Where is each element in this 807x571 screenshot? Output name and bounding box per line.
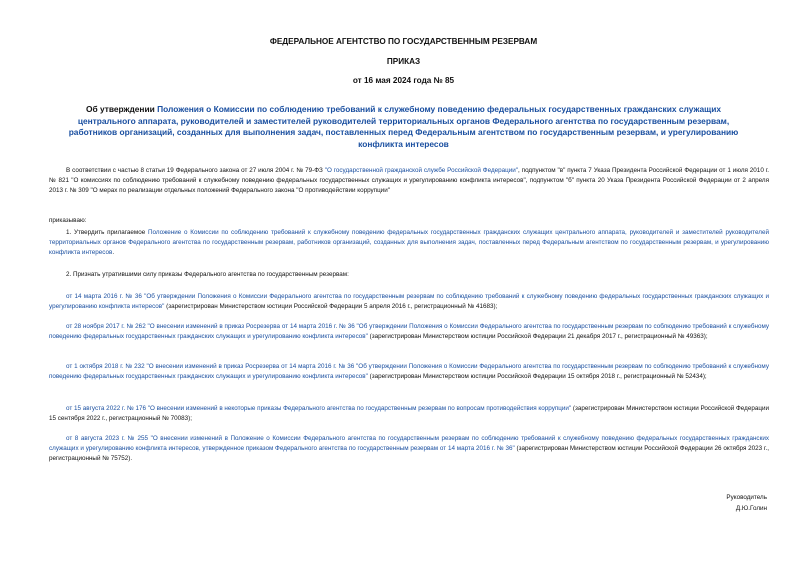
repealed-order-link[interactable]: от 15 августа 2022 г. № 176 "О внесении изменений в некоторые приказы Федерального агентства по государственным резервам по вопросам противодействия коррупции" [66,405,572,412]
item1-text-after: . [112,249,115,257]
repealed-order-item [49,404,769,424]
repealed-order-registration: (зарегистрирован Министерством юстиции Российской Федерации 26 октября 2023 г., регистрационный № 75752). [49,445,770,463]
repealed-order-registration: (зарегистрирован Министерством юстиции Российской Федерации 15 сентября 2022 г., регистрационный № 70083); [49,405,769,423]
repealed-order-link[interactable]: от 28 ноября 2017 г. № 262 "О внесении изменений в приказ Росрезерва от 14 марта 2016 г. № 36 "Об утверждении Положения о Комиссии Федерального агентства по государственным резервам по соблюдению требований к служебному поведению федеральных государственных гражданских служащих и урегулированию конфликта интересов" [49,323,769,341]
preamble-text-1: В соответствии с частью 8 статьи 19 Федерального закона от 27 июля 2004 г. № 79-ФЗ [66,167,325,174]
repealed-order-registration: (зарегистрирован Министерством юстиции Российской Федерации 5 апреля 2016 г., регистрационный № 41683); [164,303,498,311]
repealed-order-link[interactable]: от 1 октября 2018 г. № 232 "О внесении изменений в приказ Росрезерва от 14 марта 2016 г. № 36 "Об утверждении Положения о Комиссии Федерального агентства по государственным резервам по соблюдению требований к служебному поведению федеральных государственных гражданских служащих и урегулированию конфликта интересов" [49,363,769,381]
item1-text-before: 1. Утвердить прилагаемое [66,229,148,236]
signature-role: Руководитель [726,494,767,501]
preamble-text-2: , подпунктом "в" пункта 7 Указа Президента Российской Федерации от 1 июля 2010 г. № 821 "О комиссиях по соблюдению требований к служебному поведению федеральных государственных служащих и урегулированию конфликта интересов", подпунктом "б" пункта 20 Указа Президента Российской Федерации от 2 апреля 2013 г. № 309 "О мерах по реализации отдельных положений Федерального закона "О противодействии коррупции" [49,167,769,195]
repealed-order-registration: (зарегистрирован Министерством юстиции Российской Федерации 21 декабря 2017 г., регистрационный № 49363); [367,333,708,341]
repealed-order-item [49,292,769,312]
orders-label: приказываю: [49,217,87,224]
title-prefix: Об утверждении [85,104,158,114]
repealed-order-item [49,362,769,382]
agency-name: ФЕДЕРАЛЬНОЕ АГЕНТСТВО ПО ГОСУДАРСТВЕННЫМ РЕЗЕРВАМ [269,37,538,46]
order-item-2: 2. Признать утратившими силу приказы Федерального агентства по государственным резервам: [66,271,349,278]
repealed-order-registration: (зарегистрирован Министерством юстиции Российской Федерации 15 октября 2018 г., регистрационный № 52434); [367,373,707,381]
title-regulation-link[interactable]: Положения о Комиссии по соблюдению требований к служебному поведению федеральных государственных гражданских служащих центрального аппарата, руководителей и заместителей руководителей территориальных органов Федерального агентства по государственным резервам, работников организаций, созданных для выполнения задач, поставленных перед Федеральным агентством по государственным резервам, и урегулированию конфликта интересов [68,104,739,149]
repealed-order-link[interactable]: от 8 августа 2023 г. № 255 "О внесении изменений в Положение о Комиссии Федерального агентства по государственным резервам по соблюдению требований к служебному поведению федеральных государственных гражданских служащих и урегулированию конфликта интересов, утвержденное приказом Федерального агентства по государственным резервам от 14 марта 2016 г. № 36" [49,435,769,453]
repealed-order-item [49,322,769,342]
order-item-1 [49,228,769,259]
preamble [49,166,769,197]
document-date-number: от 16 мая 2024 года № 85 [352,76,455,85]
repealed-order-item [49,434,769,465]
document-title [60,104,747,150]
civil-service-law-link[interactable]: "О государственной гражданской службе Российской Федерации" [324,167,519,174]
document-type: ПРИКАЗ [386,57,421,66]
signature-name: Д.Ю.Голин [735,505,767,512]
repealed-order-link[interactable]: от 14 марта 2016 г. № 36 "Об утверждении Положения о Комиссии Федерального агентства по государственным резервам по соблюдению требований к служебному поведению федеральных государственных гражданских служащих и урегулированию конфликта интересов" [49,293,769,311]
regulation-link[interactable]: Положение о Комиссии по соблюдению требований к служебному поведению федеральных государственных гражданских служащих центрального аппарата, руководителей и заместителей руководителей территориальных органов Федерального агентства по государственным резервам, работников организаций, созданных для выполнения задач, поставленных перед Федеральным агентством по государственным резервам, и урегулированию конфликта интересов [49,229,769,257]
